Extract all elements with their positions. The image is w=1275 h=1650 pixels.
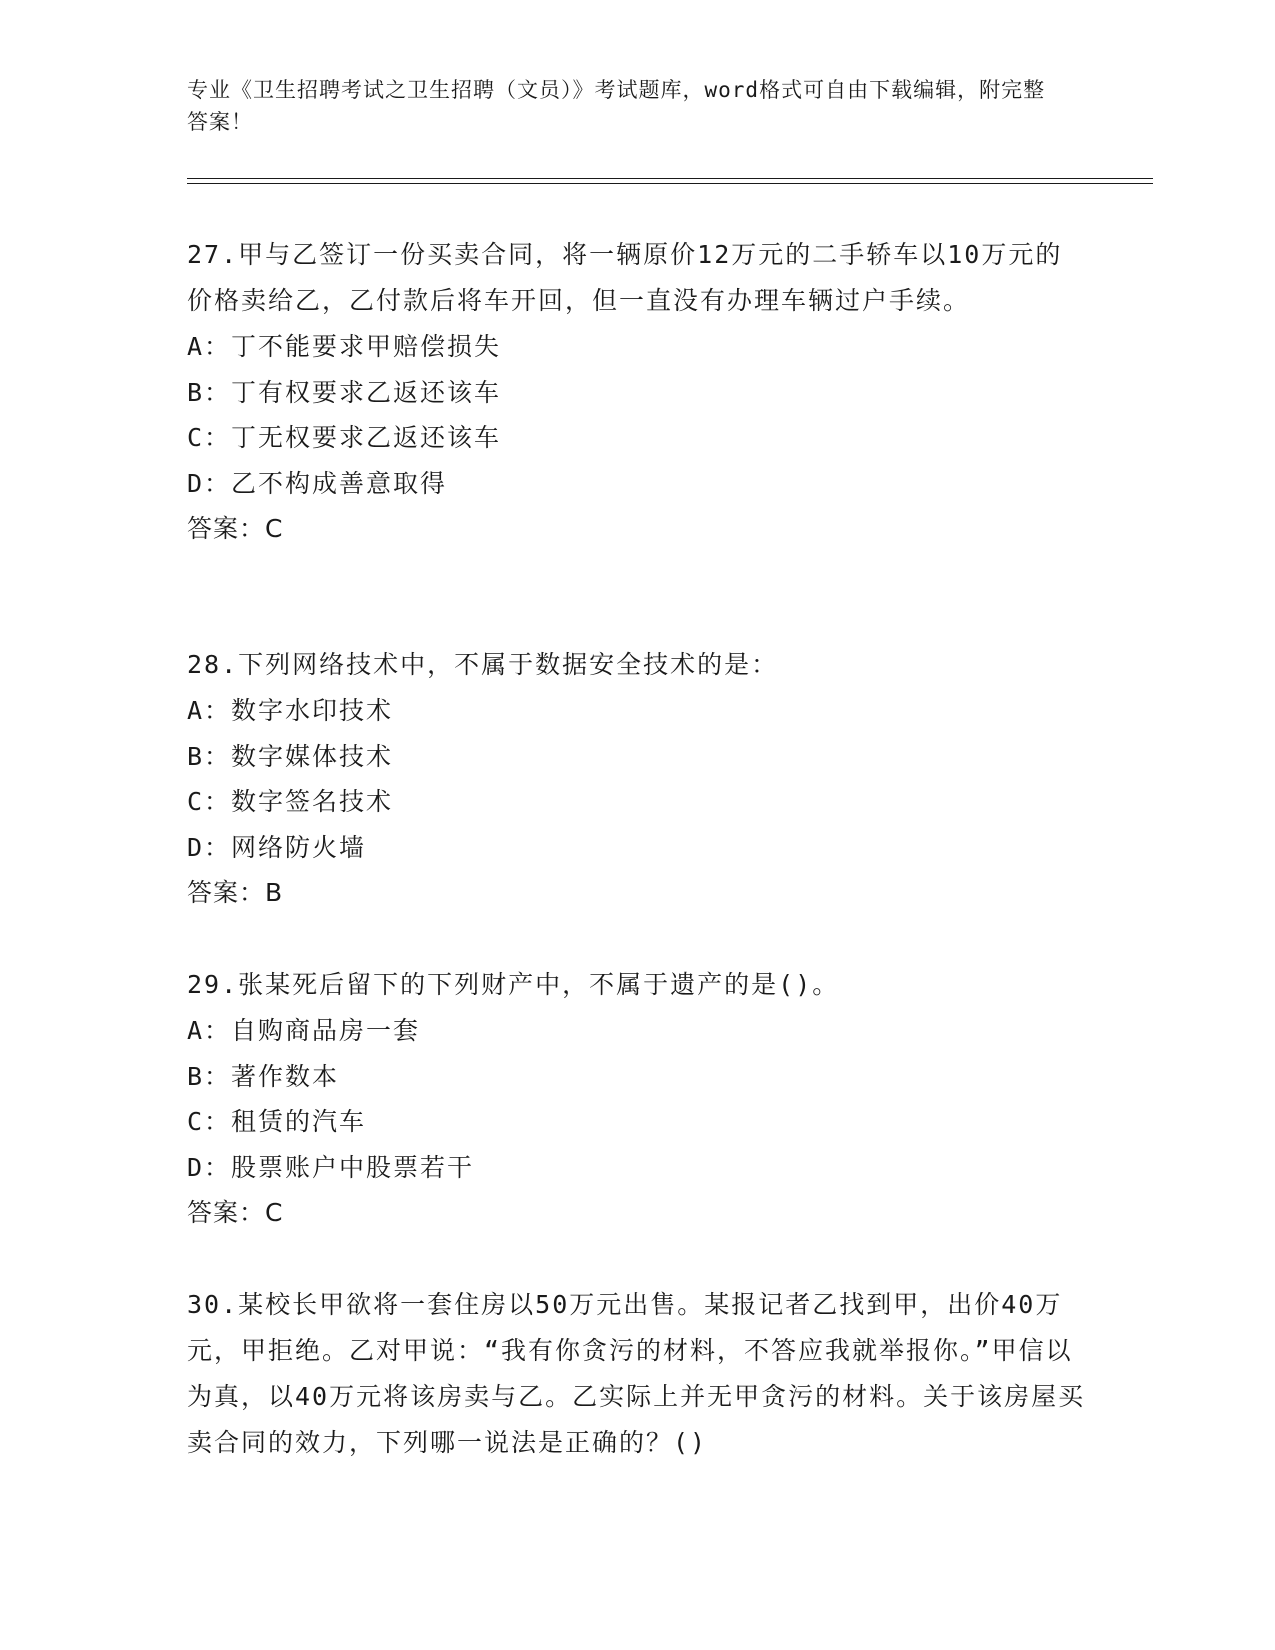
- option-a: A：数字水印技术: [187, 696, 394, 725]
- answer: 答案：C: [187, 514, 284, 543]
- option-c: C：丁无权要求乙返还该车: [187, 423, 502, 452]
- question-29: [187, 962, 1087, 1236]
- option-d: D：股票账户中股票若干: [187, 1152, 475, 1182]
- question-27: [187, 232, 1087, 552]
- option-b: B：著作数本: [187, 1061, 340, 1091]
- question-stem: 28.下列网络技术中，不属于数据安全技术的是：: [187, 650, 779, 679]
- question-stem: 30.某校长甲欲将一套住房以50万元出售。某报记者乙找到甲，出价40万元，甲拒绝。乙对甲说：“我有你贪污的材料，不答应我就举报你。”甲信以为真，以40万元将该房卖与乙。乙实际上并无甲贪污的材料。关于该房屋买卖合同的效力，下列哪一说法是正确的？(): [187, 1290, 1086, 1457]
- header-divider-bottom: [187, 183, 1153, 184]
- document-header: 专业《卫生招聘考试之卫生招聘（文员）》考试题库，word格式可自由下载编辑，附完整答案！: [187, 78, 1046, 134]
- question-30: [187, 1282, 1087, 1466]
- option-c: C：数字签名技术: [187, 787, 394, 816]
- option-c: C：租赁的汽车: [187, 1107, 367, 1136]
- option-b: B：数字媒体技术: [187, 741, 394, 771]
- answer: 答案：B: [187, 878, 284, 907]
- question-stem: 29.张某死后留下的下列财产中，不属于遗产的是()。: [187, 970, 840, 999]
- question-stem: 27.甲与乙签订一份买卖合同，将一辆原价12万元的二手轿车以10万元的价格卖给乙，乙付款后将车开回，但一直没有办理车辆过户手续。: [187, 240, 1063, 315]
- option-b: B：丁有权要求乙返还该车: [187, 377, 502, 407]
- option-a: A：丁不能要求甲赔偿损失: [187, 332, 502, 361]
- answer: 答案：C: [187, 1198, 284, 1227]
- option-a: A：自购商品房一套: [187, 1016, 421, 1045]
- option-d: D：网络防火墙: [187, 832, 367, 862]
- question-28: [187, 642, 1087, 916]
- option-d: D：乙不构成善意取得: [187, 468, 448, 498]
- header-divider-top: [187, 178, 1153, 179]
